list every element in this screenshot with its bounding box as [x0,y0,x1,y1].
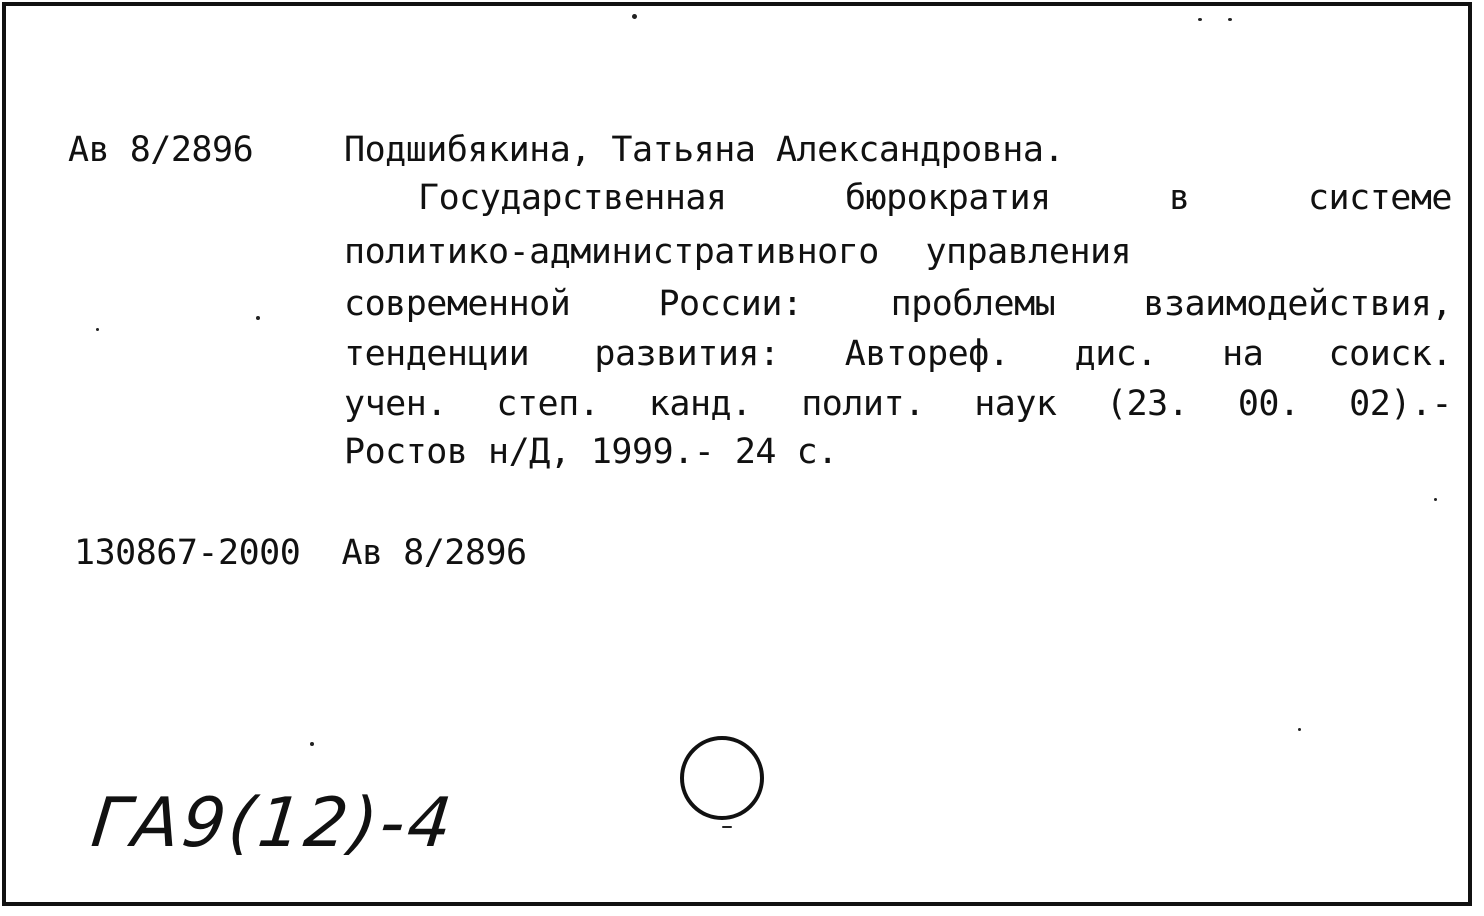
author-heading: Подшибякина, Татьяна Александровна. [344,130,1065,170]
scan-speck [1228,18,1232,21]
description-line-6: Ростов н/Д, 1999.- 24 с. [344,432,838,472]
handwritten-classification-code: ГА9(12)-4 [87,784,459,863]
punch-hole [680,736,764,820]
shelf-mark: Ав 8/2896 [68,130,254,170]
catalog-card [2,2,1472,906]
description-line-1: Государственная бюрократия в системе [418,178,1452,218]
description-line-2: политико-административного управления [344,232,1132,272]
scan-speck [96,328,99,331]
scan-speck [1298,728,1301,731]
description-line-4: тенденции развития: Автореф. дис. на соиск. [344,334,1452,374]
description-line-5: учен. степ. канд. полит. наук (23. 00. 02).- [344,384,1452,424]
registration-shelf-mark: Ав 8/2896 [341,533,527,573]
registration-line [74,533,527,573]
description-line-3: современной России: проблемы взаимодействия, [344,284,1452,324]
registration-number: 130867-2000 [74,533,301,573]
scan-speck [632,14,637,19]
scan-speck [256,316,260,320]
scan-speck [722,826,732,828]
scan-speck [310,742,314,746]
scan-speck [1434,498,1437,501]
scan-speck [1198,18,1202,21]
